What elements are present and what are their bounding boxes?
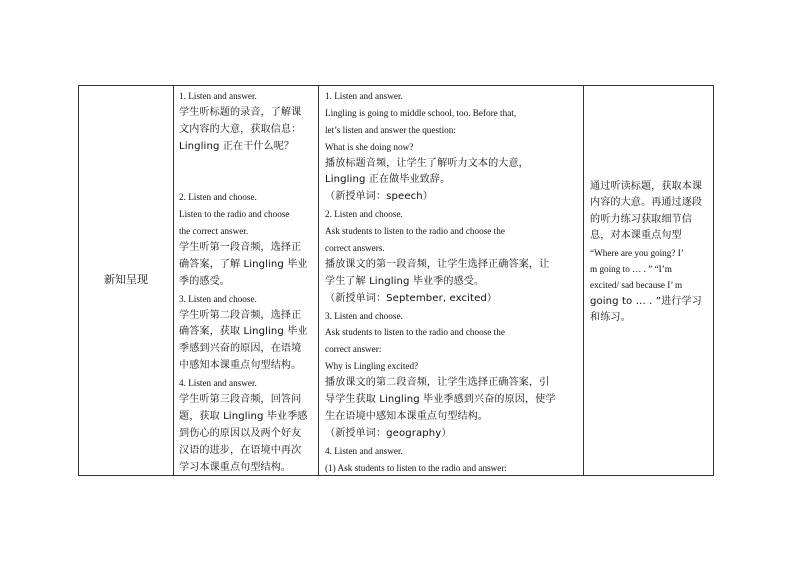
text-line: 1. Listen and answer. <box>325 91 403 101</box>
student-activity-cell <box>174 86 318 475</box>
text-line: 学生听第二段音频，选择正 <box>179 309 302 321</box>
text-line: Ask students to listen to the radio and choose the <box>325 327 505 338</box>
text-line: correct answer: <box>325 344 382 355</box>
text-line: Lingling 正在做毕业致辞。 <box>325 174 451 186</box>
text-line: 学生听第一段音频，选择正 <box>179 242 302 254</box>
text-line: Lingling is going to middle school, too. Before that, <box>325 107 517 118</box>
text-line: What is she doing now? <box>325 141 414 152</box>
text-line <box>179 156 316 173</box>
text-line: going to … . ”进行学习 <box>590 295 702 307</box>
text-line: 题，获取 Lingling 毕业季感 <box>179 410 308 422</box>
text-line: 3. Listen and choose. <box>179 293 257 304</box>
text-line: 播放课文的第二段音频，让学生选择正确答案，引 <box>325 377 550 389</box>
text-line: 2. Listen and choose. <box>179 192 257 203</box>
text-line: 3. Listen and choose. <box>325 310 403 321</box>
text-line <box>179 172 316 189</box>
text-line: 内容的大意。再通过逐段 <box>590 197 703 209</box>
text-line: 2. Listen and choose. <box>325 209 403 220</box>
text-line: 通过听读标题，获取本课 <box>590 181 703 192</box>
text-line: 播放标题音频，让学生了解听力文本的大意， <box>325 157 529 169</box>
text-line: 学习本课重点句型结构。 <box>179 461 292 473</box>
text-line: 中感知本课重点句型结构。 <box>179 360 302 372</box>
text-line: （新授单词：September, excited） <box>325 292 498 304</box>
text-line: 4. Listen and answer. <box>179 378 257 389</box>
section-cell <box>79 86 173 475</box>
text-line: 季的感受。 <box>179 275 230 287</box>
text-line: 4. Listen and answer. <box>325 445 403 456</box>
text-line: 学生了解 Lingling 毕业季的感受。 <box>325 275 485 287</box>
text-line: 1. Listen and answer. <box>179 91 257 101</box>
text-line: m going to … . ” “I’m <box>590 263 672 274</box>
text-line: 和练习。 <box>590 312 631 324</box>
text-line: 确答案，获取 Lingling 毕业 <box>179 326 308 338</box>
text-line: Listen to the radio and choose <box>179 209 290 220</box>
text-line: 学生听标题的录音，了解课 <box>179 106 302 118</box>
text-line: Ask students to listen to the radio and choose the <box>325 226 505 237</box>
text-line: 生在语境中感知本课重点句型结构。 <box>325 410 489 422</box>
lesson-plan-table <box>78 85 714 476</box>
text-line: （新授单词：geography） <box>325 427 452 439</box>
text-line: “Where are you going? I’ <box>590 247 684 258</box>
text-line: the correct answer. <box>179 226 249 237</box>
text-line: 文内容的大意，获取信息： <box>179 123 302 135</box>
text-line: 季感到兴奋的原因，在语境 <box>179 343 302 355</box>
design-purpose-text <box>590 179 713 327</box>
teacher-activity-text <box>325 88 581 475</box>
text-line: correct answers. <box>325 243 385 254</box>
text-line: Why is Lingling excited? <box>325 361 419 372</box>
text-line: 的听力练习获取细节信 <box>590 213 692 225</box>
text-line: 息，对本课重点句型 <box>590 230 682 242</box>
text-line: 汉语的进步，在语境中再次 <box>179 444 302 456</box>
text-line: excited/ sad because I’ m <box>590 280 683 291</box>
teacher-activity-cell <box>319 86 583 475</box>
text-line: 学生听第三段音频，回答问 <box>179 394 302 406</box>
text-line: 导学生获取 Lingling 毕业季感到兴奋的原因，使学 <box>325 394 556 406</box>
text-line: 播放课文的第一段音频，让学生选择正确答案，让 <box>325 258 550 270</box>
text-line: Lingling 正在干什么呢？ <box>179 140 295 152</box>
text-line: (1) Ask students to listen to the radio and answer: <box>325 462 507 473</box>
design-purpose-cell <box>584 86 715 475</box>
student-activity-text <box>179 88 316 475</box>
text-line: let’s listen and answer the question: <box>325 124 456 135</box>
text-line: （新授单词：speech） <box>325 191 433 203</box>
section-label: 新知呈现 <box>104 273 148 286</box>
text-line: 确答案，了解 Lingling 毕业 <box>179 258 308 270</box>
text-line: 到伤心的原因以及两个好友 <box>179 427 302 439</box>
